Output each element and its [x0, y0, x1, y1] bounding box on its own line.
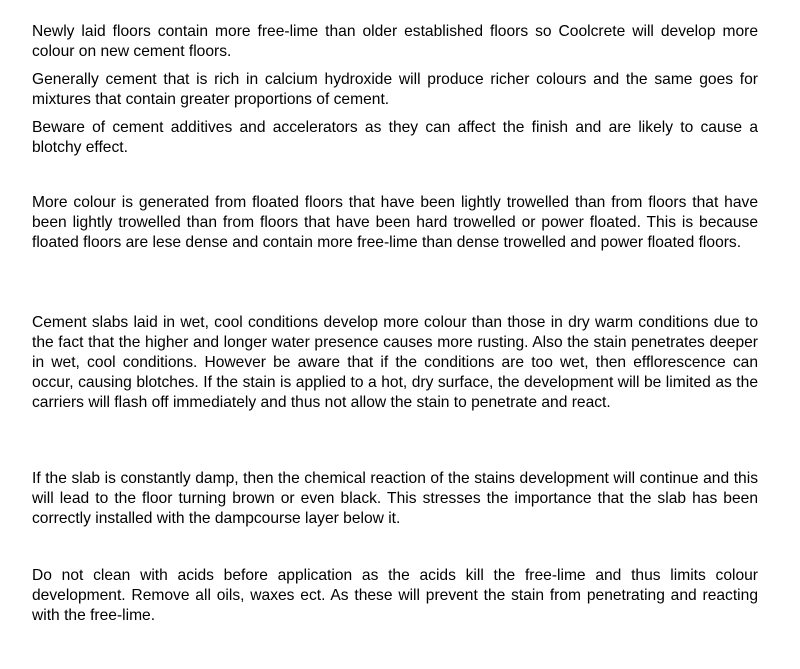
paragraph-damp-slab: If the slab is constantly damp, then the chemical reaction of the stains development will continue and this will lead to the floor turning brown or even black. This stresses the importance that the slab has been correctly installed with the dampcourse layer below it. — [32, 470, 758, 527]
paragraph-wet-cool-conditions: Cement slabs laid in wet, cool conditions develop more colour than those in dry warm conditions due to the fact that the higher and longer water presence causes more rusting. Also the stain penetrates deeper in wet, cool conditions. However be aware that if the conditions are too wet, then efflorescence can occur, causing blotches. If the stain is applied to a hot, dry surface, the development will be limited as the carriers will flash off immediately and thus not allow the stain to penetrate and react. — [32, 314, 758, 411]
paragraph-floated-floors: More colour is generated from floated floors that have been lightly trowelled than from floors that have been lightly trowelled than from floors that have been hard trowelled or power floated. This is because floated floors are lese dense and contain more free-lime than dense trowelled and power floated floors. — [32, 194, 758, 251]
paragraph-acid-cleaning: Do not clean with acids before application as the acids kill the free-lime and thus limits colour development. Remove all oils, waxes ect. As these will prevent the stain from penetrating and reacting with the free-lime. — [32, 567, 758, 624]
paragraph-calcium-hydroxide: Generally cement that is rich in calcium hydroxide will produce richer colours and the same goes for mixtures that contain greater proportions of cement. — [32, 71, 758, 108]
paragraph-additives-warning: Beware of cement additives and accelerators as they can affect the finish and are likely to cause a blotchy effect. — [32, 119, 758, 156]
paragraph-new-floors: Newly laid floors contain more free-lime than older established floors so Coolcrete will develop more colour on new cement floors. — [32, 23, 758, 60]
